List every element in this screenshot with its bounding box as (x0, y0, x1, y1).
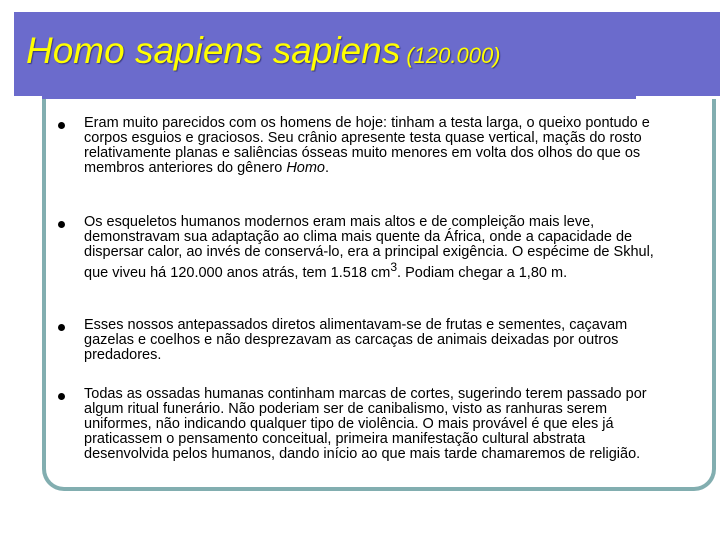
bullet-text-part: Eram muito parecidos com os homens de hoje: tinham a testa larga, o queixo pontudo e corpos esguios e graciosos. Seu crânio apresente testa quase vertical, maçãs do rosto relativamente planas e saliências ósseas muito menores em volta dos olhos do que os membros anteriores do gênero (84, 115, 650, 176)
bullet-superscript: 3 (390, 260, 398, 274)
content-panel (42, 99, 716, 491)
slide-title-main: Homo sapiens sapiens (26, 30, 401, 71)
bullet-text (84, 116, 670, 176)
bullet-dot-icon (58, 221, 65, 228)
bullet-text-part: . Podiam chegar a 1,80 m. (397, 264, 568, 281)
bullet-text: Todas as ossadas humanas continham marcas de cortes, sugerindo terem passado por algum ritual funerário. Não poderiam ser de canibalismo, visto as ranhuras serem uniformes, não indicando qualquer tipo de violência. O mais provável é que eles já praticassem o pensamento conceitual, primeira manifestação cultural abstrata desenvolvida pelos humanos, dando início ao que mais tarde chamaremos de religião. (84, 386, 647, 462)
bullet-text (84, 215, 670, 281)
bullet-dot-icon (58, 324, 65, 331)
bullet-dot-icon (58, 393, 65, 400)
bullet-text-part: . (325, 160, 330, 176)
bullet-text: Esses nossos antepassados diretos alimentavam-se de frutas e sementes, caçavam gazelas e coelhos e não desprezavam as carcaças de animais deixadas por outros predadores. (84, 317, 628, 363)
bullet-text-part: Os esqueletos humanos modernos eram mais altos e de compleição mais leve, demonstravam sua adaptação ao clima mais quente da África, onde a capacidade de dispersar calor, ao invés de conservá-lo, era a principal exigência. O espécime de Skhul, que viveu há 120.000 anos atrás, tem 1.518 cm (84, 214, 654, 281)
bullet-dot-icon (58, 122, 65, 129)
slide-title-year: (120.000) (406, 43, 501, 68)
bullet-italic-text: Homo (286, 160, 325, 176)
slide-title (26, 30, 501, 72)
